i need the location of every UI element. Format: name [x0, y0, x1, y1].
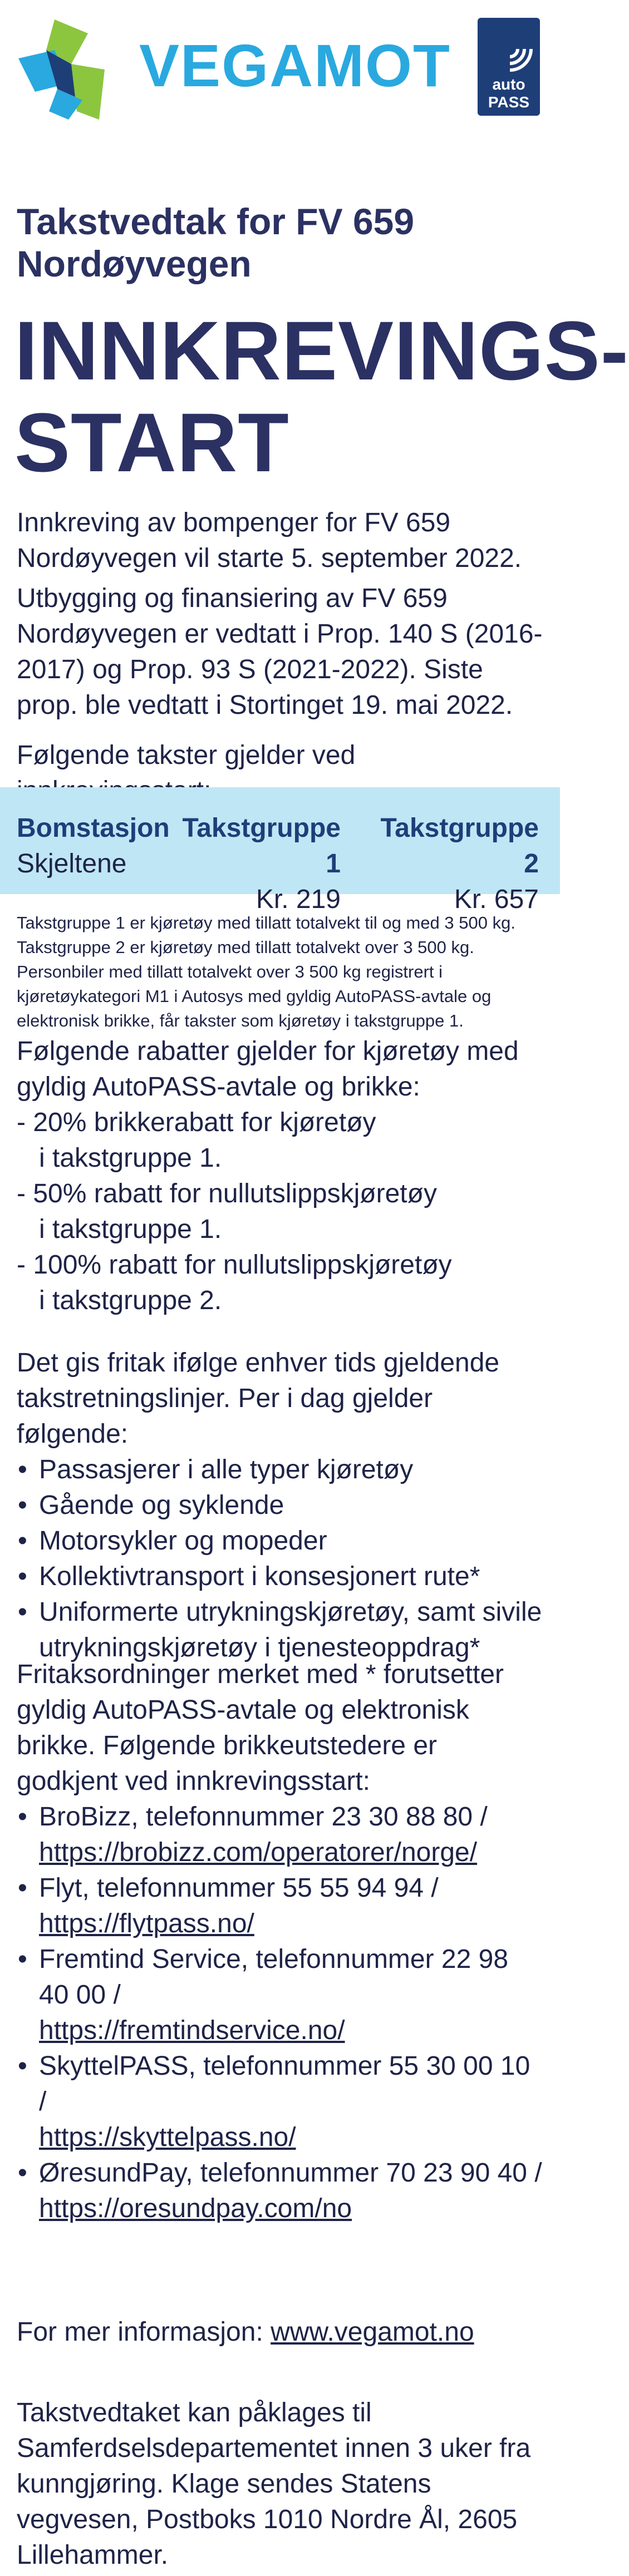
- table-cell: Kr. 657: [454, 885, 539, 914]
- more-info-link[interactable]: www.vegamot.no: [271, 2317, 474, 2347]
- issuer-link[interactable]: https://oresundpay.com/no: [39, 2194, 352, 2223]
- table-column-station: [17, 811, 170, 882]
- intro-paragraph-2: Utbygging og finansiering av FV 659 Nordøyvegen er vedtatt i Prop. 140 S (2016-2017) og Prop. 93 S (2021-2022). Siste prop. ble vedtatt i Stortinget 19. mai 2022.: [17, 584, 543, 720]
- brand-name: VEGAMOT: [139, 32, 451, 99]
- issuer-link[interactable]: https://brobizz.com/operatorer/norge/: [39, 1838, 478, 1867]
- list-item: • Motorsykler og mopeder: [17, 1523, 543, 1559]
- list-item: [17, 2049, 543, 2155]
- issuer-link[interactable]: https://skyttelpass.no/: [39, 2123, 296, 2152]
- issuer-text: • Fremtind Service, telefonnummer 22 98 40 00 /: [39, 1945, 509, 2010]
- discount-item: i takstgruppe 1.: [39, 1215, 222, 1244]
- signal-icon: [478, 18, 540, 73]
- discount-item: - 100% rabatt for nullutslippskjøretøy: [17, 1250, 452, 1280]
- discount-item: - 50% rabatt for nullutslippskjøretøy: [17, 1179, 437, 1208]
- table-header: Takstgruppe 1: [182, 813, 341, 879]
- more-info-line: [17, 2315, 543, 2350]
- list-item: • Kollektivtransport i konsesjonert rute*: [17, 1559, 543, 1595]
- header: [0, 0, 560, 134]
- list-item: • Gående og syklende: [17, 1488, 543, 1523]
- title-line-2: START: [14, 396, 289, 489]
- list-item: [17, 2155, 543, 2227]
- exemptions-section: [17, 1345, 543, 1666]
- autopass-text-2: PASS: [488, 93, 530, 111]
- discount-item: - 20% brikkerabatt for kjøretøy: [17, 1108, 376, 1137]
- issuer-text: • BroBizz, telefonnummer 23 30 88 80 /: [39, 1802, 488, 1832]
- issuer-link[interactable]: https://fremtindservice.no/: [39, 2016, 345, 2045]
- issuers-section: [17, 1657, 543, 2227]
- subtitle-line-2: Nordøyvegen: [17, 243, 252, 284]
- toll-rate-table: [0, 787, 560, 914]
- list-item: [17, 1799, 543, 1871]
- discount-item: i takstgruppe 2.: [39, 1286, 222, 1315]
- intro-paragraph-1: Innkreving av bompenger for FV 659 Nordøyvegen vil starte 5. september 2022.: [17, 508, 522, 573]
- list-item: • Passasjerer i alle typer kjøretøy: [17, 1452, 543, 1488]
- table-column-group1: [179, 811, 341, 917]
- subtitle-line-1: Takstvedtak for FV 659: [17, 201, 415, 242]
- autopass-logo: [478, 18, 540, 116]
- table-column-group2: [376, 811, 539, 917]
- issuer-text: • SkyttelPASS, telefonnummer 55 30 00 10 /: [39, 2051, 530, 2116]
- page-title: [14, 304, 629, 489]
- vegamot-logo-mark: [16, 17, 121, 122]
- exemptions-list: [17, 1452, 543, 1666]
- table-header: Takstgruppe 2: [380, 813, 539, 879]
- title-line-1: INNKREVINGS-: [14, 304, 629, 397]
- table-cell: Kr. 219: [255, 885, 341, 914]
- autopass-text-1: auto: [492, 76, 525, 93]
- list-item: • Uniformerte utrykningskjøretøy, samt sivile utrykningskjøretøy i tjenesteoppdrag*: [17, 1595, 543, 1666]
- subtitle: [17, 200, 540, 285]
- discounts-intro: Følgende rabatter gjelder for kjøretøy med gyldig AutoPASS-avtale og brikke:: [17, 1037, 519, 1102]
- intro-paragraph-3: Følgende takster gjelder ved: [17, 741, 356, 770]
- discounts-section: [17, 1034, 543, 1319]
- intro-section: [17, 505, 543, 809]
- issuer-link[interactable]: https://flytpass.no/: [39, 1909, 254, 1938]
- appeal-paragraph: Takstvedtaket kan påklages til Samferdselsdepartementet innen 3 uker fra kunngjøring. Klage sendes Statens vegvesen, Postboks 1010 Nordre Ål, 2605 Lillehammer.: [17, 2398, 531, 2570]
- fine-print: Takstgruppe 1 er kjøretøy med tillatt totalvekt til og med 3 500 kg. Takstgruppe 2 er kjøretøy med tillatt totalvekt over 3 500 kg. Personbiler med tillatt totalvekt over 3 500 kg registrert i kjøretøykategori M1 i Autosys med gyldig AutoPASS-avtale og elektronisk brikke, får takster som kjøretøy i takstgruppe 1.: [17, 913, 515, 1030]
- more-info-label: For mer informasjon:: [17, 2317, 263, 2347]
- issuers-intro: Fritaksordninger merket med * forutsetter gyldig AutoPASS-avtale og elektronisk brikke. Følgende brikkeutstedere er godkjent ved innkrevingsstart:: [17, 1660, 504, 1796]
- exemptions-intro: Det gis fritak ifølge enhver tids gjeldende takstretningslinjer. Per i dag gjelder følgende:: [17, 1348, 500, 1449]
- list-item: [17, 1871, 543, 1942]
- list-item: [17, 1942, 543, 2049]
- discount-item: i takstgruppe 1.: [39, 1143, 222, 1173]
- table-cell: Skjeltene: [17, 849, 127, 879]
- issuers-list: [17, 1799, 543, 2227]
- issuer-text: • ØresundPay, telefonnummer 70 23 90 40 /: [39, 2158, 542, 2188]
- issuer-text: • Flyt, telefonnummer 55 55 94 94 /: [39, 1873, 439, 1903]
- table-header: Bomstasjon: [17, 813, 170, 843]
